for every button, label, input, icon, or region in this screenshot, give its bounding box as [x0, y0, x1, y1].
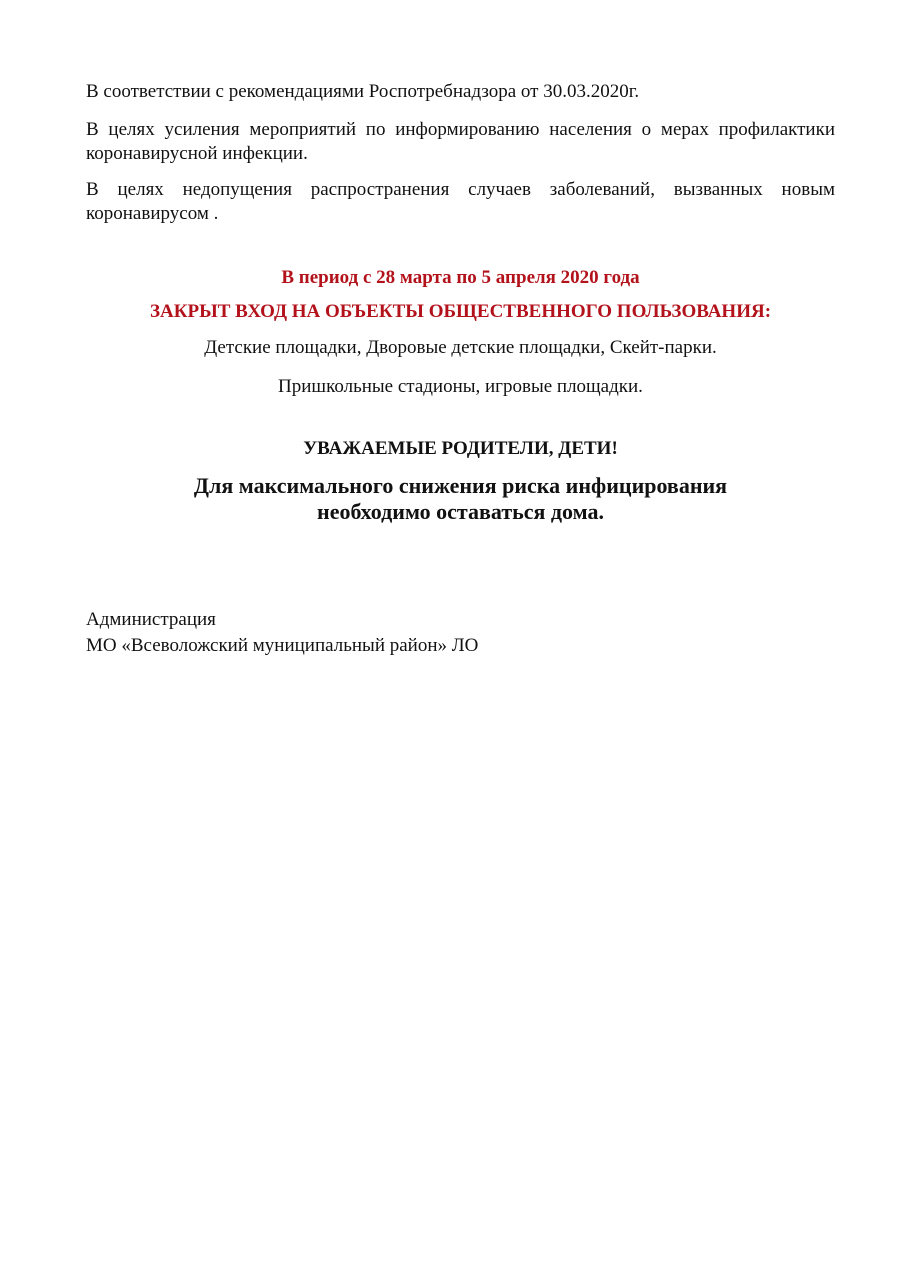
intro-paragraph-1: В соответствии с рекомендациями Роспотребнадзора от 30.03.2020г.	[86, 81, 640, 102]
closed-heading: ЗАКРЫТ ВХОД НА ОБЪЕКТЫ ОБЩЕСТВЕННОГО ПОЛЬЗОВАНИЯ:	[149, 301, 772, 322]
period-notice: В период с 28 марта по 5 апреля 2020 года	[281, 267, 640, 288]
signature-line-2: МО «Всеволожский муниципальный район» ЛО	[86, 635, 479, 656]
appeal-heading: УВАЖАЕМЫЕ РОДИТЕЛИ, ДЕТИ!	[303, 438, 618, 459]
appeal-message-line-2: необходимо оставаться дома.	[317, 499, 604, 524]
document-page	[86, 80, 835, 659]
appeal-message-line-1: Для максимального снижения риска инфицирования	[193, 473, 728, 498]
intro-paragraph-3: В целях недопущения распространения случаев заболеваний, вызванных новым коронавирусом .	[86, 179, 835, 224]
closed-places-line-1: Детские площадки, Дворовые детские площадки, Скейт-парки.	[204, 337, 717, 358]
signature-line-1: Администрация	[86, 609, 216, 630]
intro-paragraph-2: В целях усиления мероприятий по информированию населения о мерах профилактики коронавирусной инфекции.	[86, 119, 835, 164]
closed-places-line-2: Пришкольные стадионы, игровые площадки.	[278, 376, 643, 397]
